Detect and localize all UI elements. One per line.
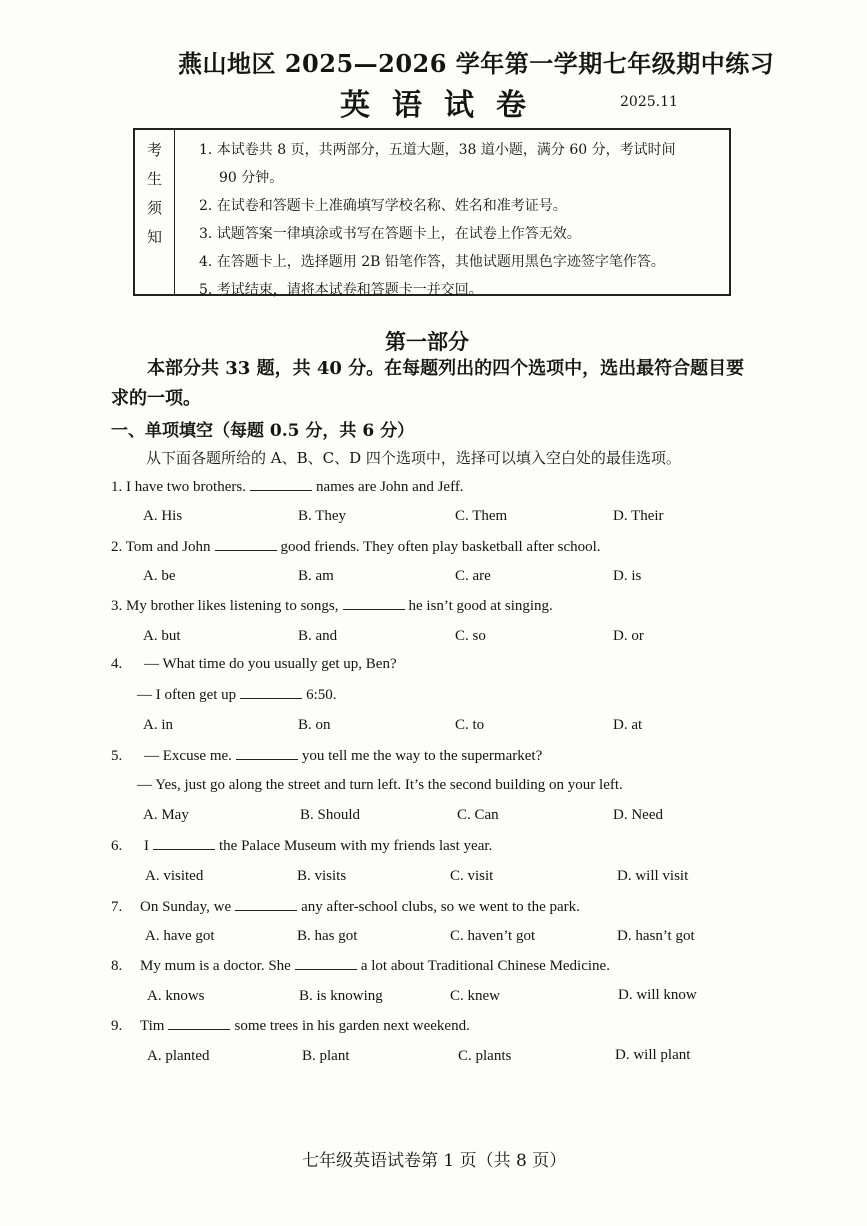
question-3	[111, 597, 553, 615]
question-number: 9.	[111, 1018, 123, 1034]
option-d: D. Need	[613, 807, 663, 823]
answer-blank	[343, 597, 405, 610]
question-number: 3.	[111, 598, 123, 614]
option-b: B. has got	[297, 928, 358, 944]
question-5	[111, 747, 542, 765]
exam-date: 2025.11	[620, 94, 678, 110]
option-b: B. is knowing	[299, 988, 383, 1004]
question-1	[111, 478, 464, 496]
option-c: C. plants	[458, 1048, 512, 1064]
option-b: B. and	[298, 628, 338, 644]
option-b: B. visits	[297, 868, 347, 884]
question-text-pre: My brother likes listening to songs,	[126, 598, 339, 614]
answer-blank	[236, 747, 298, 760]
option-c: C. knew	[450, 988, 500, 1004]
answer-blank	[295, 957, 357, 970]
question-text-pre: — I often get up	[137, 687, 237, 703]
answer-blank	[235, 898, 297, 911]
option-d: D. will visit	[617, 868, 689, 884]
notice-item: 1. 本试卷共 8 页，共两部分，五道大题，38 道小题，满分 60 分，考试时间	[199, 142, 676, 158]
option-c: C. haven’t got	[450, 928, 536, 944]
option-d: D. hasn’t got	[617, 928, 695, 944]
option-d: D. will know	[618, 987, 697, 1003]
question-text-post: any after-school clubs, so we went to the park.	[301, 899, 580, 915]
dialogue-line-1: — What time do you usually get up, Ben?	[144, 656, 397, 672]
question-text-post: some trees in his garden next weekend.	[234, 1018, 470, 1034]
section-heading: 一、单项填空（每题 0.5 分，共 6 分）	[111, 421, 415, 441]
question-text-pre: Tim	[140, 1018, 165, 1034]
question-number: 6.	[111, 838, 123, 854]
question-number: 7.	[111, 899, 123, 915]
answer-blank	[250, 478, 312, 491]
question-text-post: 6:50.	[306, 687, 337, 703]
exam-subtitle: 英语试卷	[340, 88, 548, 123]
notice-item: 2. 在试卷和答题卡上准确填写学校名称、姓名和准考证号。	[199, 198, 567, 214]
notice-item: 4. 在答题卡上，选择题用 2B 铅笔作答，其他试题用黑色字迹签字笔作答。	[199, 254, 665, 270]
option-a: A. May	[143, 807, 189, 823]
question-text-post: a lot about Traditional Chinese Medicine.	[360, 958, 610, 974]
exam-title: 燕山地区 2025—2026 学年第一学期七年级期中练习	[178, 49, 775, 78]
option-a: A. knows	[147, 988, 205, 1004]
answer-blank	[215, 538, 277, 551]
section-instruction: 从下面各题所给的 A、B、C、D 四个选项中，选择可以填入空白处的最佳选项。	[146, 449, 681, 467]
answer-blank	[240, 686, 302, 699]
notice-label-char: 知	[146, 228, 162, 246]
question-text-pre: I	[144, 838, 149, 854]
option-c: C. visit	[450, 868, 494, 884]
option-d: D. will plant	[615, 1047, 691, 1063]
dialogue-line-2: — Yes, just go along the street and turn left. It’s the second building on your left.	[137, 777, 623, 793]
option-b: B. They	[298, 508, 347, 524]
question-4	[111, 656, 397, 673]
option-a: A. but	[143, 628, 181, 644]
option-d: D. or	[613, 628, 644, 644]
notice-item-continuation	[199, 164, 729, 192]
option-c: C. are	[455, 568, 491, 584]
question-text-pre: Tom and John	[125, 539, 211, 555]
notice-item: 5. 考试结束，请将本试卷和答题卡一并交回。	[199, 282, 483, 298]
notice-label-char: 须	[146, 199, 162, 217]
notice-label	[135, 130, 175, 294]
part-intro: 本部分共 33 题，共 40 分。在每题列出的四个选项中，选出最符合题目要求的一项。	[111, 358, 745, 409]
option-a: A. His	[143, 508, 183, 524]
answer-blank	[168, 1017, 230, 1030]
option-a: A. visited	[145, 868, 204, 884]
question-number: 2.	[111, 539, 123, 555]
question-9	[111, 1017, 470, 1035]
question-6	[111, 837, 492, 855]
question-8	[111, 957, 610, 975]
option-c: C. Them	[455, 508, 508, 524]
option-b: B. am	[298, 568, 334, 584]
question-text-pre: I have two brothers.	[126, 479, 246, 495]
option-b: B. on	[298, 717, 331, 733]
question-text-pre: My mum is a doctor. She	[140, 958, 291, 974]
question-text-post: names are John and Jeff.	[315, 479, 464, 495]
option-a: A. planted	[147, 1048, 210, 1064]
option-b: B. Should	[300, 807, 361, 823]
candidate-notice-box	[133, 128, 731, 296]
question-4-line-2	[137, 686, 337, 704]
option-a: A. in	[143, 717, 173, 733]
option-c: C. to	[455, 717, 485, 733]
question-number: 1.	[111, 479, 123, 495]
option-d: D. is	[613, 568, 642, 584]
notice-item-continuation-text: 90 分钟。	[219, 170, 284, 186]
question-text-post: the Palace Museum with my friends last year.	[219, 838, 493, 854]
option-c: C. Can	[457, 807, 499, 823]
question-text-pre: — Excuse me.	[144, 748, 232, 764]
option-a: A. be	[143, 568, 176, 584]
part-title: 第一部分	[385, 329, 469, 354]
notice-label-char: 生	[146, 170, 162, 188]
question-2	[111, 538, 601, 556]
question-text-post: good friends. They often play basketball after school.	[280, 539, 601, 555]
option-b: B. plant	[302, 1048, 350, 1064]
notice-label-char: 考	[146, 141, 162, 159]
option-c: C. so	[455, 628, 486, 644]
answer-blank	[153, 837, 215, 850]
question-text-post: he isn’t good at singing.	[408, 598, 553, 614]
page-footer: 七年级英语试卷第 1 页（共 8 页）	[302, 1151, 567, 1171]
question-number: 8.	[111, 958, 123, 974]
question-text-pre: On Sunday, we	[140, 899, 232, 915]
notice-list	[199, 136, 729, 304]
question-7	[111, 898, 580, 916]
question-number: 5.	[111, 748, 123, 764]
question-number: 4.	[111, 656, 123, 672]
option-d: D. Their	[613, 508, 664, 524]
option-d: D. at	[613, 717, 643, 733]
notice-item: 3. 试题答案一律填涂或书写在答题卡上，在试卷上作答无效。	[199, 226, 581, 242]
question-text-post: you tell me the way to the supermarket?	[301, 748, 543, 764]
option-a: A. have got	[145, 928, 215, 944]
